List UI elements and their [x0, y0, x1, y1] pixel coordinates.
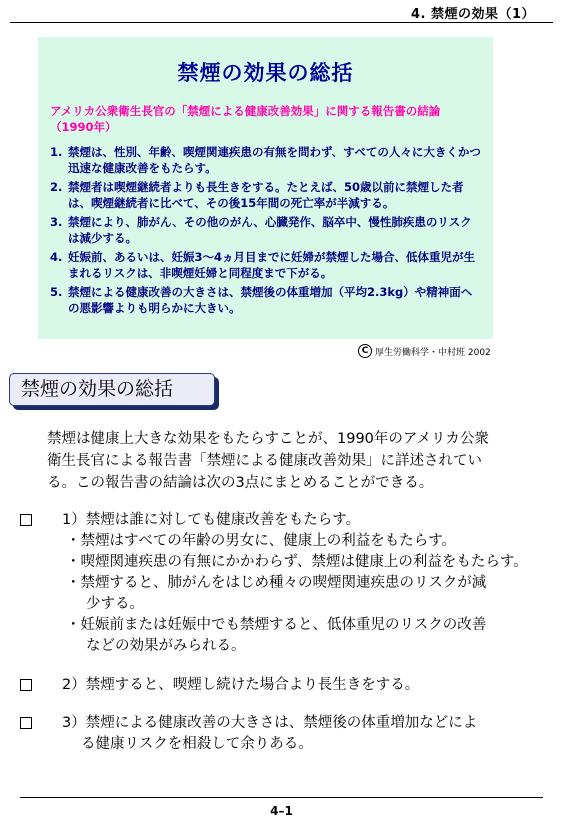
sub-point-continuation: 少する。: [86, 596, 144, 612]
checkbox-icon: [20, 514, 32, 526]
footer-divider: [20, 797, 543, 798]
intro-paragraph: [47, 428, 537, 494]
checkbox-icon: [20, 679, 32, 691]
point-text: 3）禁煙による健康改善の大きさは、禁煙後の体重増加などによ: [62, 715, 478, 731]
sub-point: ・妊娠前または妊娠中でも禁煙すると、低体重児のリスクの改善: [66, 617, 487, 633]
point-text: 2）禁煙すると、喫煙し続けた場合より長生きをする。: [62, 677, 420, 693]
copyright-text: 厚生労働科学・中村班 2002: [375, 347, 491, 358]
slide-item-text: 禁煙者は喫煙継続者よりも長生きをする。たとえば、50歳以前に禁煙した者は、喫煙継続者に比べて、その後15年間の死亡率が半減する。: [68, 180, 464, 210]
header-divider: [10, 22, 553, 23]
sub-point: ・禁煙はすべての年齢の男女に、健康上の利益をもたらす。: [66, 533, 457, 549]
sub-point: ・喫煙関連疾患の有無にかかわらず、禁煙は健康上の利益をもたらす。: [66, 554, 528, 570]
paragraph-line: 禁煙は健康上大きな効果をもたらすことが、1990年のアメリカ公衆: [47, 431, 489, 447]
copyright-notice: [358, 344, 491, 358]
point-text-continuation: る健康リスクを相殺して余りある。: [81, 736, 313, 752]
slide-item-text: 禁煙による健康改善の大きさは、禁煙後の体重増加（平均2.3kg）や精神面への悪影響よりも明らかに大きい。: [68, 285, 473, 315]
page-number: 4–1: [270, 804, 293, 818]
paragraph-line: る。この報告書の結論は次の3点にまとめることができる。: [47, 475, 434, 491]
slide-item-text: 禁煙により、肺がん、その他のがん、心臓発作、脳卒中、慢性肺疾患のリスクは減少する。: [68, 215, 472, 245]
paragraph-line: 衛生長官による報告書「禁煙による健康改善効果」に詳述されてい: [47, 453, 482, 469]
copyright-icon: C: [358, 344, 372, 358]
point-3: [20, 713, 560, 755]
point-2: [20, 675, 560, 696]
section-title: 禁煙の効果の総括: [9, 373, 215, 406]
slide-item: [50, 250, 481, 281]
slide-item-number: 2.: [50, 180, 63, 194]
slide-subtitle: アメリカ公衆衛生長官の「禁煙による健康改善効果」に関する報告書の結論（1990年）: [50, 104, 441, 134]
page-header-title: 4. 禁煙の効果（1）: [410, 7, 535, 22]
slide-title: 禁煙の効果の総括: [177, 61, 354, 85]
sub-point: ・禁煙すると、肺がんをはじめ種々の喫煙関連疾患のリスクが減: [66, 575, 487, 591]
slide-item: [50, 285, 481, 316]
slide-item: [50, 215, 481, 246]
slide-item-number: 3.: [50, 215, 63, 229]
summary-slide: [38, 37, 493, 339]
sub-point-continuation: などの効果がみられる。: [86, 638, 246, 654]
slide-item-number: 1.: [50, 145, 63, 159]
slide-item-number: 5.: [50, 285, 63, 299]
slide-item-number: 4.: [50, 250, 63, 264]
slide-item-text: 妊娠前、あるいは、妊娠3～4ヵ月目までに妊婦が禁煙した場合、低体重児が生まれるリスクは、非喫煙妊婦と同程度まで下がる。: [68, 250, 475, 280]
slide-item-text: 禁煙は、性別、年齢、喫煙関連疾患の有無を問わず、すべての人々に大きくかつ迅速な健康改善をもたらす。: [68, 145, 481, 175]
checkbox-icon: [20, 717, 32, 729]
point-1: [20, 510, 560, 657]
slide-item: [50, 180, 481, 211]
point-text: 1）禁煙は誰に対しても健康改善をもたらす。: [62, 512, 361, 528]
slide-item: [50, 145, 481, 176]
